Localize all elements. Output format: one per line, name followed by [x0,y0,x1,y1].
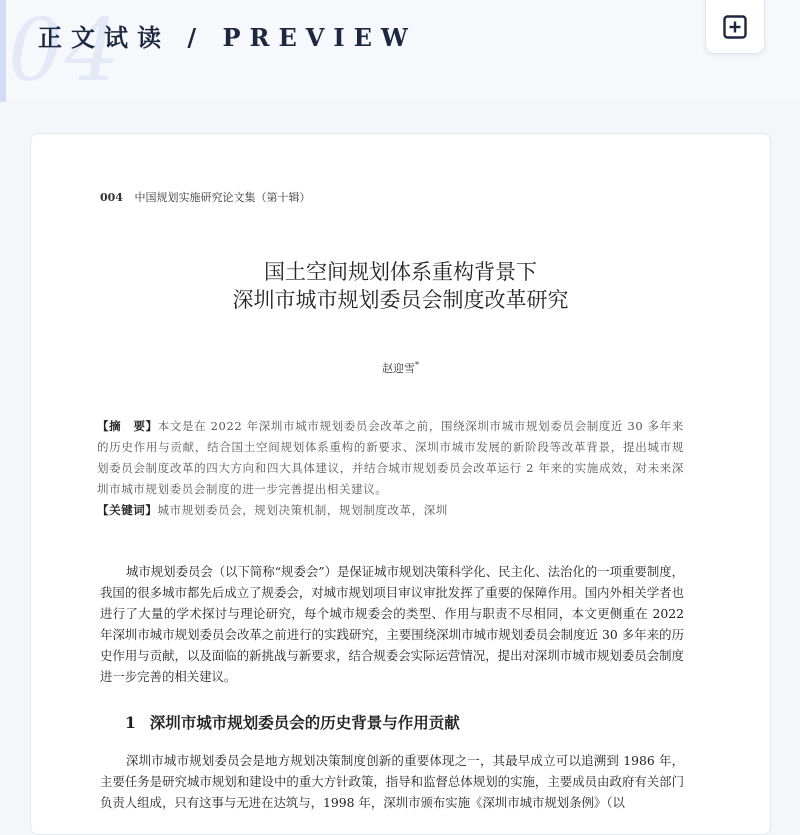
section-paragraph: 深圳市城市规划委员会是地方规划决策制度创新的重要体现之一，其最早成立可以追溯到 1986 年，主要任务是研究城市规划和建设中的重大方针政策，指导和监督总体规划的实施，主要成员由政府有关部门负责人组成，只有这事与无进在达筑与，1998 年，深圳市颁布实施《深圳市城市规划条例》（以 [100,753,684,810]
section-heading [125,711,460,733]
paper-title-line2: 深圳市城市规划委员会制度改革研究 [232,288,569,312]
abstract-label: 【摘 要】 [97,419,158,433]
keywords [97,500,684,521]
intro-paragraph: 城市规划委员会（以下简称“规委会”）是保证城市规划决策科学化、民主化、法治化的一项重要制度，我国的很多城市都先后成立了规委会，对城市规划项目审议审批发挥了重要的保障作用。国内外相关学者也进行了大量的学术探讨与理论研究，每个城市规委会的类型、作用与职责不尽相同，本文更侧重在 2022 年深圳市城市规划委员会改革之前进行的实践研究，主要围绕深圳市城市规划委员会制度近 30 多年来的历史作用与贡献，以及面临的新挑战与新要求，结合规委会实际运营情况，提出对深圳市城市规划委员会制度进一步完善的相关建议。 [100,564,684,684]
section-number-watermark: 04 [8,1,122,101]
plus-square-icon [722,14,748,40]
running-head-text: 中国规划实施研究论文集（第十辑） [134,191,311,204]
section-title: 深圳市城市规划委员会的历史背景与作用贡献 [149,713,460,732]
author-name: 赵迎雪 [382,362,415,375]
abstract [97,416,684,500]
page-number: 004 [100,191,123,204]
expand-button[interactable] [705,0,765,54]
abstract-text: 本文是在 2022 年深圳市城市规划委员会改革之前，围绕深圳市城市规划委员会制度近 30 多年来的历史作用与贡献，结合国土空间规划体系重构的新要求、深圳市城市发展的新阶段等改革背景，提出城市规划委员会制度改革的四大方向和四大具体建议，并结合城市规划委员会改革运行 2 年来的实施成效，对未来深圳市城市规划委员会制度的进一步完善提出相关建议。 [97,419,685,496]
keywords-label: 【关键词】 [97,503,158,517]
section-number: 1 [125,713,136,732]
preview-header [0,0,800,102]
running-head [100,189,310,205]
accent-bar [0,0,6,102]
preview-title: 正文试读 / PREVIEW [38,23,417,52]
document-page [30,133,771,835]
keywords-text: 城市规划委员会，规划决策机制，规划制度改革，深圳 [157,503,448,517]
author-footnote-mark: * [415,360,419,370]
paper-title-line1: 国土空间规划体系重构背景下 [264,260,537,284]
paper-title [31,258,770,314]
author [31,360,770,376]
